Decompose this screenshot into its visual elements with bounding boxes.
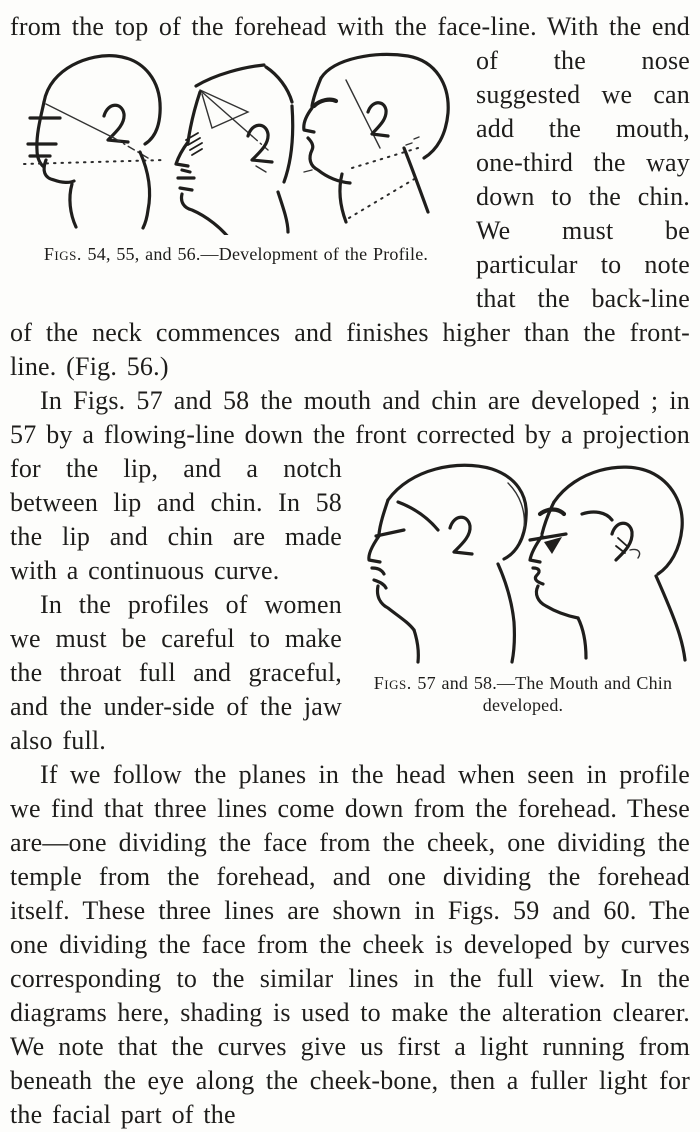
book-page [10, 10, 690, 1132]
head-58-sketch [530, 467, 685, 660]
caption-text: 54, 55, and 56.—Development of the Profile. [81, 244, 429, 264]
paragraph-1 [10, 10, 690, 384]
caption-text: 57 and 58.—The Mouth and Chin developed. [411, 673, 673, 715]
paragraph-2-wrap: projection for the lip, and a notch between lip and chin. In 58 the lip and chin are made with a continuous curve. [10, 420, 691, 585]
head-54-sketch [24, 56, 164, 228]
caption-figs-label: Figs. [373, 673, 412, 693]
figure-54-55-56 [10, 50, 462, 265]
figure-57-58-sketch [358, 456, 688, 664]
head-55-sketch [176, 65, 293, 235]
head-56-sketch [304, 54, 448, 222]
caption-figs-label: Figs. [43, 244, 82, 264]
paragraph-1-lead: from the top of the forehead with the face-line. With [10, 12, 599, 41]
figure-54-55-56-sketch [16, 50, 456, 235]
paragraph-2-lead: In Figs. 57 and 58 the mouth and chin are developed ; in 57 by a flowing-line down the front corrected by a [10, 386, 690, 449]
figure-54-55-56-caption [10, 243, 462, 265]
figure-57-58 [356, 456, 690, 716]
paragraph-1-wrap: the end of the nose suggested we can add the mouth, one-third the way down to the chin. We must be particular to note that the back-line of the neck commences and finishes higher than the front-line. (Fig. 56.) [10, 12, 690, 381]
paragraph-3: In the profiles of women we must be careful to make the throat full and graceful, and the under-side of the jaw also full. [10, 590, 342, 755]
head-57-sketch [369, 465, 526, 662]
figure-57-58-caption [373, 672, 673, 716]
paragraph-4: If we follow the planes in the head when seen in profile we find that three lines come down from the forehead. These are—one dividing the face from the cheek, one dividing the temple from the forehead, and one dividing the forehead itself. These three lines are shown in Figs. 59 and 60. The one dividing the face from the cheek is developed by curves corresponding to the similar lines in the full view. In the diagrams here, shading is used to make the alteration clearer. We note that the curves give us first a light running from beneath the eye along the cheek-bone, then a fuller light for the facial part of the [10, 760, 690, 1129]
